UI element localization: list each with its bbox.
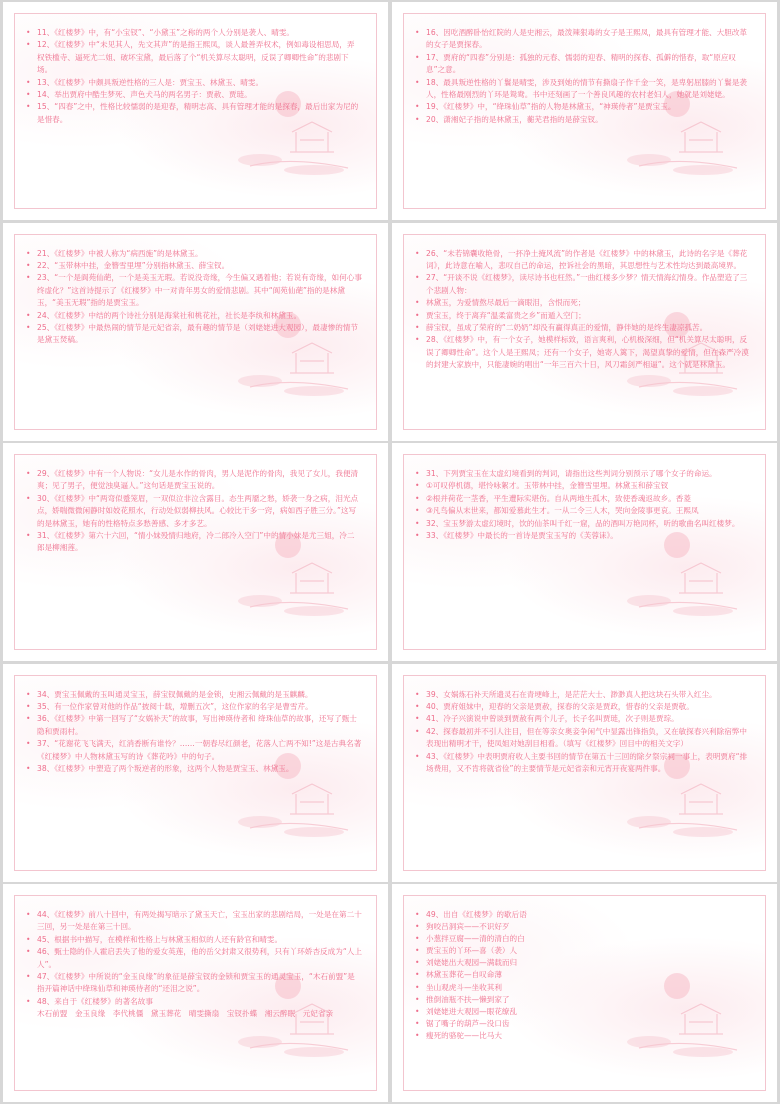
list-item: • 28、《红楼梦》中，有一个女子，她模样标致，语言爽利，心机极深细，但“机关算尽太聪明，反误了卿卿性命”。这个人是王熙凤；还有一个女子，她寄人篱下，渴望真挚的爱情，但在森严冷漠的封建大家族中，只能凄婉的唱出“一年三百六十日，风刀霜剑严相逼”。这个就是林黛玉。 <box>412 334 751 371</box>
list-item: 木石前盟 金玉良缘 李代桃僵 黛玉葬花 晴雯撕扇 宝钗扑蝶 湘云醉眠 元妃省亲 <box>37 1009 334 1019</box>
list-item: • 48、来自于《红楼梦》的著名故事 <box>23 996 362 1008</box>
list-item: • 13、《红楼梦》中颇具叛逆性格的三人是：贾宝玉、林黛玉、晴雯。 <box>23 77 362 89</box>
item-list <box>23 248 362 347</box>
list-item: • 刘姥姥出大观园—满载而归 <box>412 957 751 969</box>
list-item: • 39、女娲炼石补天所遗灵石在青埂峰上，是茫茫大士、渺渺真人把这块石头带入红尘。 <box>412 689 751 701</box>
item-list <box>23 689 362 776</box>
list-item: • 46、甄士隐的仆人霍启丢失了他的爱女英莲，他的岳父封肃又很势利，只有丫环娇杏反成为“人上人”。 <box>23 946 362 971</box>
list-item: • 30、《红楼梦》中“两弯似蹙笼眉，一双似泣非泣含露目。态生两靥之愁，娇袭一身之病，泪光点点，娇喘微微闲静时如姣花照水，行动处似弱柳扶风。心较比干多一窍，病如西子胜三分。”这写的是林黛玉，她有的性格特点多愁善感、多才多艺。 <box>23 493 362 530</box>
item-list <box>412 468 751 542</box>
item-list <box>412 909 751 1042</box>
list-item: • 19、《红楼梦》中，“绛珠仙草”指的人物是林黛玉，“神瑛侍者”是贾宝玉。 <box>412 101 751 113</box>
slide-6 <box>392 443 777 661</box>
list-item: • 15、“四春”之中，性格比较懦弱的是迎春，精明志高、具有管理才能的是探春，最后出家为尼的是惜春。 <box>23 101 362 126</box>
slide-9 <box>3 884 388 1102</box>
list-item: • 14、举出贾府中酷生梦死、声色犬马的两名男子：贾赦、贾琏。 <box>23 89 362 101</box>
slide-1 <box>3 2 388 220</box>
list-item: • 坐山观虎斗—坐收其利 <box>412 982 751 994</box>
list-item: • 11、《红楼梦》中，有“小宝钗”、“小黛玉”之称的两个人分别是袭人、晴雯。 <box>23 27 362 39</box>
list-item: • 32、宝玉梦游太虚幻境时，饮的仙茶叫千红一窟，品的酒叫万艳同杯，听的歌曲名叫红楼梦。 <box>412 518 751 530</box>
list-item: • 26、“未若锦囊收艳骨，一抔净土掩风流”的作者是《红楼梦》中的林黛玉，此诗的名字是《葬花词》，此诗意在喻人，悲叹自己的命运，控诉社会的黑暗，其思想性与艺术性均达到最高境界。 <box>412 248 751 273</box>
list-item: • 22、“玉带林中挂，金簪雪里埋”分别指林黛玉、薛宝钗。 <box>23 260 362 272</box>
slide-8 <box>392 664 777 882</box>
item-list <box>412 689 751 776</box>
list-item: • 18、最具叛逆性格的丫鬟是晴雯，涉及到她的情节有撕扇子作千金一笑，是卑躬屈膝的丫鬟是袭人，性格最刚烈的丫环是鸳鸯。书中还刻画了一个善良风趣的农村老妇人，她就是刘姥姥。 <box>412 77 751 102</box>
list-item: • 49、出自《红楼梦》的歇后语 <box>412 909 751 921</box>
list-item: • 21、《红楼梦》中被人称为“病西施”的是林黛玉。 <box>23 248 362 260</box>
list-item: • 41、冷子兴演说中曾谈到贾赦有两个儿子，长子名叫贾琏，次子则是贾琮。 <box>412 713 751 725</box>
list-item: • 31、《红楼梦》第六十六回，“情小妹殁情归地府，冷二郎冷入空门”中的情小妹是尤三姐，冷二郎是柳湘莲。 <box>23 530 362 555</box>
list-item: • 47、《红楼梦》中所说的“金玉良缘”的象征是薛宝钗的金锁和贾宝玉的通灵宝玉，“木石前盟”是指开篇神话中绛珠仙草和神瑛侍者的“还泪之说”。 <box>23 971 362 996</box>
list-item: • 20、潇湘妃子指的是林黛玉，蘅芜君指的是薛宝钗。 <box>412 114 751 126</box>
list-item: • 贾宝玉的丫环—喜（袭）人 <box>412 945 751 957</box>
list-item: • 锯了嘴子的葫芦—没口齿 <box>412 1018 751 1030</box>
list-item: • 25、《红楼梦》中最热闹的情节是元妃省亲，最有趣的情节是（刘姥姥进大观园），最凄惨的情节是黛玉焚稿。 <box>23 322 362 347</box>
list-item: • 43、《红楼梦》中表明贾府收人主要书回的情节在第五十三回的除夕祭宗祠一事上，表明贾府“排场费用，又不肯将就省俭”的主要情节是元妃省亲和元宵开夜宴两件事。 <box>412 751 751 776</box>
list-item: • ③凡鸟偏从末世来，都知爱慕此生才。一从二令三人木，哭向金陵事更哀。王熙凤 <box>412 505 751 517</box>
list-item: • 推倒油瓶不扶—懒到家了 <box>412 994 751 1006</box>
list-item: • 29、《红楼梦》中有一个人物说：“女儿是水作的骨肉，男人是泥作的骨肉，我见了女儿，我便清爽；见了男子，便觉浊臭逼人。”这句话是贾宝玉说的。 <box>23 468 362 493</box>
list-item: • 42、探春最初并不引人注目，但在等亲女奥妾争闲气中显露出锋指负，又在敏探春兴利除宿弊中表现出精明才干，使凤姐对她刮目相看。（填写《红楼梦》回目中的相关文字） <box>412 726 751 751</box>
list-item: • 23、“一个是阆苑仙葩，一个是美玉无瑕。若说没奇缘，今生偏又遇着他；若说有奇缘，如何心事终虚化？”这首诗提示了《红楼梦》中一对青年男女的爱情悲剧。其中“阆苑仙葩”指的是林黛玉，“美玉无瑕”指的是贾宝玉。 <box>23 272 362 309</box>
list-item: • 16、因吃酒醉卧怡红院的人是史湘云，最泼辣狠毒的女子是王熙凤，最具有管理才能、大胆改革的女子是贾探春。 <box>412 27 751 52</box>
item-list <box>23 27 362 126</box>
slide-7 <box>3 664 388 882</box>
list-item: • ②根并荷花一茎香，平生遭际实堪伤。自从两地生孤木，致使香魂返故乡。香菱 <box>412 493 751 505</box>
list-item: • 35、有一位作家曾对他的作品“披阅十载，增删五次”，这位作家的名字是曹雪芹。 <box>23 701 362 713</box>
list-item: • 林黛玉，为爱情熬尽最后一滴眼泪，含恨而死； <box>412 297 751 309</box>
list-item: • 34、贾宝玉佩戴的玉叫通灵宝玉，薛宝钗佩戴的是金锁，史湘云佩戴的是玉麒麟。 <box>23 689 362 701</box>
item-list <box>412 27 751 126</box>
list-item: • 44、《红楼梦》前八十回中，有两处揭写暗示了黛玉天亡，宝玉出家的悲剧结局，一处是在第二十三回，另一处是在第三十回。 <box>23 909 362 934</box>
list-item: • 40、贾府姐妹中，迎春的父亲是贾赦，探春的父亲是贾政，惜春的父亲是贾敬。 <box>412 701 751 713</box>
list-item: • 27、“开谈不说《红楼梦》，读尽诗书也枉然。”一曲红楼多少梦？情天情海幻情身。作品塑造了三个悲剧人物： <box>412 272 751 297</box>
list-item: • 瘦死的骆驼——比马大 <box>412 1030 751 1042</box>
item-list <box>23 909 362 1021</box>
list-item: • 31、下列贾宝玉在太虚幻境看到的判词，请指出这些判词分别预示了哪个女子的命运。 <box>412 468 751 480</box>
list-item: • 林黛玉葬花—自叹命薄 <box>412 969 751 981</box>
list-item: • 贾宝玉，终于离弃“温柔富贵之乡”而遁入空门； <box>412 310 751 322</box>
slide-grid <box>3 2 777 1102</box>
list-item: • 37、“花谢花飞飞满天，红消香断有谁怜？……一朝春尽红颜老，花落人亡两不知!”这是古典名著《红楼梦》中人物林黛玉写的诗《葬花吟》中的句子。 <box>23 738 362 763</box>
slide-10 <box>392 884 777 1102</box>
slide-2 <box>392 2 777 220</box>
list-item: • 刘姥姥进大观园—眼花缭乱 <box>412 1006 751 1018</box>
list-item: • 17、贾府的“四春”分别是：孤独的元春、懦弱的迎春、精明的探春、孤僻的惜春，取“原应叹息”之意。 <box>412 52 751 77</box>
list-item: • 36、《红楼梦》中第一回写了“女娲补天”的故事，写出神瑛侍者和 绛珠仙草的故事，还写了甄士隐和贾雨村。 <box>23 713 362 738</box>
list-item: • 38、《红楼梦》中塑造了两个叛逆者的形象，这两个人物是贾宝玉、林黛玉。 <box>23 763 362 775</box>
list-item: • 12、《红楼梦》中“未见其人，先文其声”的是指王熙凤，谈人最善弄权术，例如毒设相思局，弄权铁槛寺、逼死尤二姐、破坏宝黛，最后落了个“机关算尽太聪明，反误了卿卿性命”的悲剧下场。 <box>23 39 362 76</box>
list-item: • 狗咬吕洞宾——不识好歹 <box>412 921 751 933</box>
slide-4 <box>392 223 777 441</box>
list-item: • 24、《红楼梦》中结的两个诗社分别是海棠社和桃花社，社长是李纨和林黛玉。 <box>23 310 362 322</box>
list-item: • ①可叹停机德，堪怜咏絮才。玉带林中挂，金簪雪里埋。林黛玉和薛宝钗 <box>412 480 751 492</box>
list-item: • 薛宝钗，虽成了荣府的“二奶奶”却没有赢得真正的爱情，静伴她的是终生凄凉孤苦。 <box>412 322 751 334</box>
item-list <box>412 248 751 372</box>
list-item: • 33、《红楼梦》中最长的一首诗是贾宝玉写的《芙蓉诔》。 <box>412 530 751 542</box>
slide-5 <box>3 443 388 661</box>
list-item: • 小葱拌豆腐——清的清白的白 <box>412 933 751 945</box>
slide-3 <box>3 223 388 441</box>
item-list <box>23 468 362 555</box>
list-item: • 45、根据书中描写，在模样和性格上与林黛玉相似的人还有龄官和晴雯。 <box>23 934 362 946</box>
